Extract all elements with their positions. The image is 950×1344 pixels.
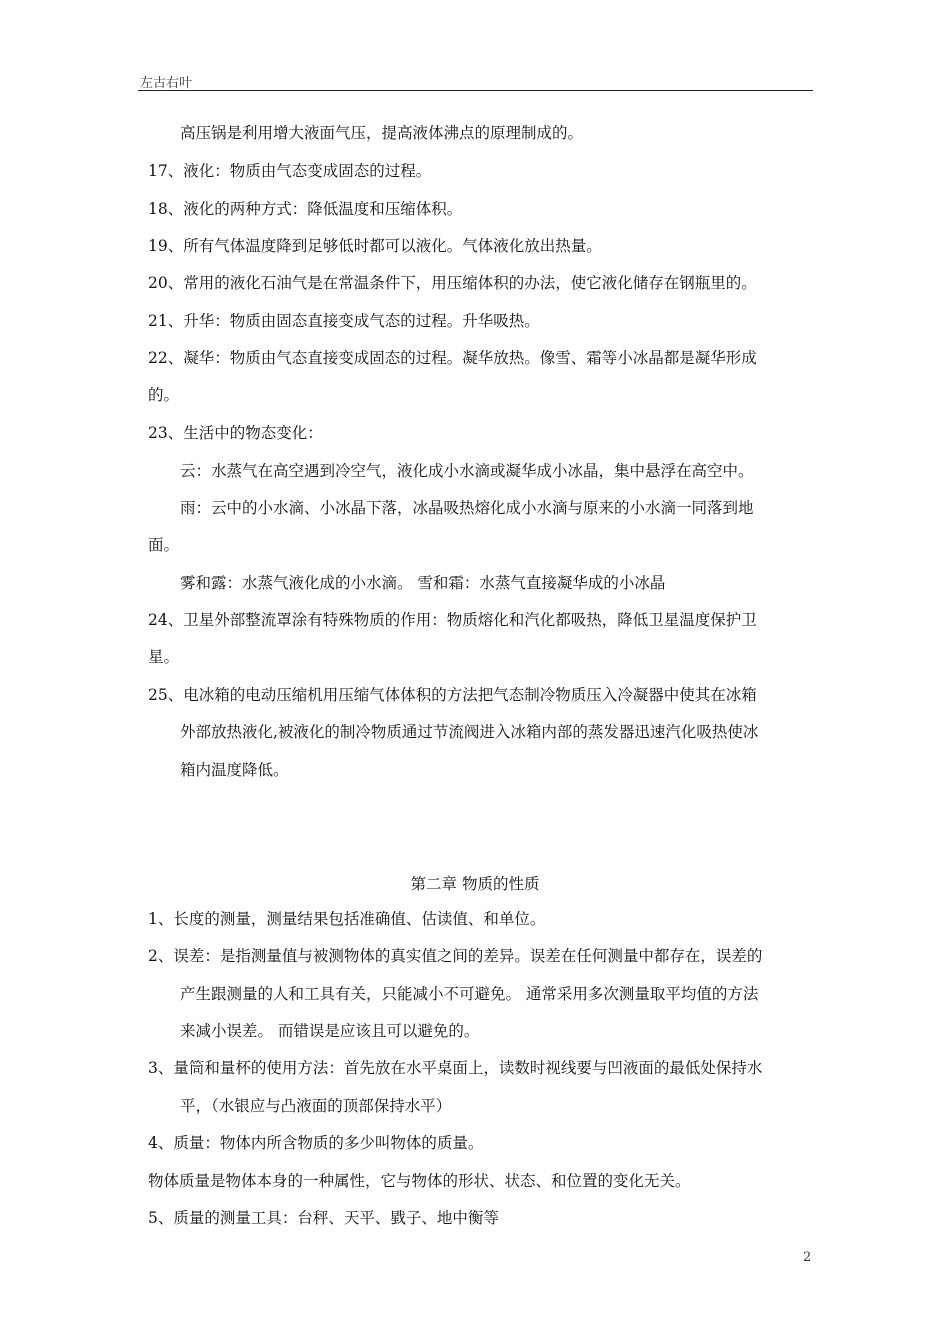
text-line: 22、凝华：物质由气态直接变成固态的过程。凝华放热。像雪、霜等小冰晶都是凝华形成 (148, 349, 757, 367)
text-line: 雨：云中的小水滴、小冰晶下落，冰晶吸热熔化成小水滴与原来的小水滴一同落到地 (180, 499, 754, 517)
text-line: 25、电冰箱的电动压缩机用压缩气体体积的方法把气态制冷物质压入冷凝器中使其在冰箱 (148, 686, 757, 704)
text-line: 23、生活中的物态变化： (148, 424, 323, 442)
text-line: 24、卫星外部整流罩涂有特殊物质的作用：物质熔化和汽化都吸热，降低卫星温度保护卫 (148, 611, 757, 629)
text-line: 云：水蒸气在高空遇到冷空气，液化成小水滴或凝华成小冰晶，集中悬浮在高空中。 (180, 462, 754, 480)
text-line: 4、质量：物体内所含物质的多少叫物体的质量。 (148, 1134, 484, 1152)
text-line: 5、质量的测量工具：台秤、天平、戥子、地中衡等 (148, 1209, 499, 1227)
text-line: 星。 (148, 648, 180, 666)
text-line: 3、量筒和量杯的使用方法：首先放在水平桌面上，读数时视线要与凹液面的最低处保持水 (148, 1059, 763, 1077)
text-line: 20、常用的液化石油气是在常温条件下，用压缩体积的办法，使它液化储存在钢瓶里的。 (148, 274, 757, 292)
text-line: 物体质量是物体本身的一种属性，它与物体的形状、状态、和位置的变化无关。 (148, 1172, 691, 1190)
text-line: 21、升华：物质由固态直接变成气态的过程。升华吸热。 (148, 312, 540, 330)
text-line: 2、误差：是指测量值与被测物体的真实值之间的差异。误差在任何测量中都存在，误差的 (148, 947, 763, 965)
text-line: 平，（水银应与凸液面的顶部保持水平） (180, 1097, 452, 1115)
text-line: 的。 (148, 386, 180, 404)
text-line: 18、液化的两种方式：降低温度和压缩体积。 (148, 200, 463, 218)
header-text: 左古右叶 (140, 76, 193, 91)
text-line: 1、长度的测量，测量结果包括准确值、估读值、和单位。 (148, 910, 546, 928)
page-number: 2 (803, 1250, 812, 1265)
text-line: 雾和露：水蒸气液化成的小水滴。 雪和霜：水蒸气直接凝华成的小冰晶 (180, 574, 666, 592)
text-line: 产生跟测量的人和工具有关，只能减小不可避免。 通常采用多次测量取平均值的方法 (180, 985, 759, 1003)
text-line: 19、所有气体温度降到足够低时都可以液化。气体液化放出热量。 (148, 237, 602, 255)
text-line: 箱内温度降低。 (180, 761, 289, 779)
text-line: 外部放热液化,被液化的制冷物质通过节流阀进入冰箱内部的蒸发器迅速汽化吸热使冰 (180, 723, 759, 741)
chapter-title: 第二章 物质的性质 (410, 875, 540, 893)
text-line: 高压锅是利用增大液面气压，提高液体沸点的原理制成的。 (180, 124, 584, 142)
text-line: 面。 (148, 536, 180, 554)
text-line: 17、液化：物质由气态变成固态的过程。 (148, 162, 432, 180)
page-header (138, 70, 813, 91)
text-line: 来减小误差。 而错误是应该且可以避免的。 (180, 1022, 480, 1040)
